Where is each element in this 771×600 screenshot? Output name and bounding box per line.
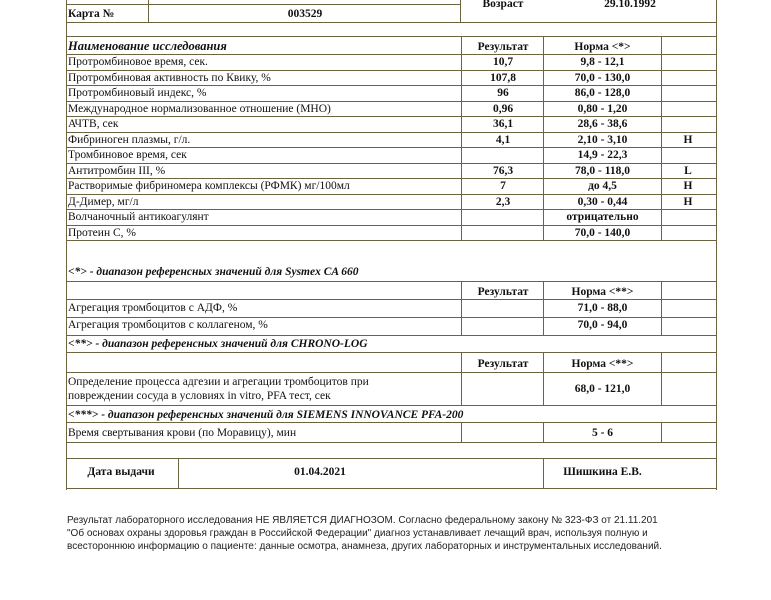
grid-line: [661, 352, 662, 405]
grid-line: [66, 36, 716, 37]
test-norm: 0,30 - 0,44: [577, 195, 628, 208]
test-name: Протромбиновое время, сек.: [68, 56, 208, 68]
age-value: 29.10.1992: [604, 0, 656, 10]
grid-line: [66, 4, 460, 5]
pfa-test-name-line2: повреждении сосуда в условиях in vitro, PFA тест, сек: [68, 390, 331, 402]
test-flag: H: [683, 133, 693, 146]
test-norm: 86,0 - 128,0: [574, 87, 631, 99]
age-label: Возраст: [482, 0, 524, 10]
card-number: 003529: [287, 8, 323, 20]
grid-line: [178, 458, 179, 488]
test-name: Протеин С, %: [68, 226, 136, 239]
grid-line: [66, 299, 716, 300]
test-name: АЧТВ, сек: [68, 118, 119, 130]
clotting-time-name: Время свертывания крови (по Моравицу), мин: [68, 427, 297, 439]
test-name: Фибриноген плазмы, г/л.: [68, 133, 191, 146]
test-flag: H: [683, 195, 693, 208]
issue-date-value: 01.04.2021: [294, 466, 346, 478]
test-flag: L: [684, 164, 692, 177]
card-label: Карта №: [68, 8, 115, 20]
grid-line: [66, 335, 716, 336]
test-result: 2,3: [495, 195, 511, 208]
grid-line: [543, 422, 544, 442]
footnote-chronolog: <**> - диапазон референсных значений для CHRONO-LOG: [68, 338, 368, 350]
test-norm: 70,0 - 130,0: [574, 71, 631, 84]
test-result: 0,96: [492, 102, 514, 115]
grid-line: [661, 422, 662, 442]
test-name: Антитромбин III, %: [68, 164, 166, 177]
grid-line: [66, 240, 716, 241]
grid-line: [66, 442, 716, 443]
grid-line: [66, 22, 716, 23]
grid-line: [66, 405, 716, 406]
grid-line: [148, 0, 149, 22]
grid-line: [66, 488, 716, 489]
test-result: 7: [500, 180, 506, 192]
column-header-test-name: Наименование исследования: [68, 39, 227, 53]
test-norm: 9,8 - 12,1: [580, 56, 625, 68]
issue-date-label: Дата выдачи: [87, 466, 155, 478]
test-result: 76,3: [492, 164, 514, 177]
pfa-test-name-line1: Определение процесса адгезии и агрегации тромбоцитов при: [68, 376, 369, 388]
test-result: 4,1: [495, 133, 511, 146]
test-name: Волчаночный антикоагулянт: [68, 211, 209, 223]
section3-header-result: Результат: [477, 358, 529, 370]
test-name: Д-Димер, мг/л: [68, 195, 139, 208]
test-norm: 70,0 - 140,0: [574, 226, 631, 239]
grid-line: [543, 36, 544, 241]
column-header-result: Результат: [477, 41, 529, 53]
section2-header-result: Результат: [477, 286, 529, 298]
grid-line: [460, 0, 461, 22]
test-norm: отрицательно: [566, 211, 639, 223]
grid-line: [66, 352, 716, 353]
section2-header-norm: Норма <**>: [571, 286, 634, 298]
test-result: 10,7: [492, 56, 514, 68]
test-name: Растворимые фибриномера комплексы (РФМК) мг/100мл: [68, 180, 350, 192]
grid-line: [66, 458, 716, 459]
test-norm: 28,6 - 38,6: [577, 118, 628, 130]
pfa-test-norm: 68,0 - 121,0: [574, 383, 631, 395]
test-name: Международное нормализованное отношение (МНО): [68, 102, 331, 115]
footnote-sysmex: <*> - диапазон референсных значений для Sysmex CA 660: [68, 266, 359, 278]
grid-line: [66, 281, 716, 282]
test-result: 107,8: [490, 71, 516, 84]
grid-line: [661, 281, 662, 335]
disclaimer-line-3: всестороннюю информацию о пациенте: данные осмотра, анамнеза, других лабораторных и инструментальных исследований.: [67, 541, 662, 552]
grid-line: [543, 458, 544, 488]
test-norm: 14,9 - 22,3: [577, 149, 628, 161]
test-result: 96: [497, 87, 509, 99]
test-name: Протромбиновая активность по Квику, %: [68, 71, 271, 84]
grid-line: [543, 352, 544, 405]
test-flag: H: [683, 180, 693, 192]
grid-line: [716, 0, 717, 490]
test-name: Протромбиновый индекс, %: [68, 87, 207, 99]
test-result: 36,1: [492, 118, 514, 130]
column-header-norm: Норма <*>: [574, 41, 631, 53]
aggregation-norm: 70,0 - 94,0: [577, 319, 628, 331]
section3-header-norm: Норма <**>: [571, 358, 634, 370]
grid-line: [66, 372, 716, 373]
test-norm: 78,0 - 118,0: [575, 164, 630, 177]
grid-line: [66, 422, 716, 423]
test-norm: 0,80 - 1,20: [577, 102, 628, 115]
aggregation-name: Агрегация тромбоцитов с АДФ, %: [68, 302, 238, 314]
aggregation-name: Агрегация тромбоцитов с коллагеном, %: [68, 319, 268, 331]
footnote-siemens: <***> - диапазон референсных значений для SIEMENS INNOVANCE PFA-200: [68, 409, 464, 421]
test-name: Тромбиновое время, сек: [68, 149, 187, 161]
clotting-time-norm: 5 - 6: [591, 427, 614, 439]
doctor-name: Шишкина Е.В.: [563, 466, 642, 478]
test-norm: 2,10 - 3,10: [577, 133, 628, 146]
grid-line: [543, 281, 544, 335]
disclaimer-line-2: "Об основах охраны здоровья граждан в Российской Федерации" диагноз устанавливает лечащий врач, используя полную и: [67, 528, 648, 539]
grid-line: [661, 36, 662, 241]
aggregation-norm: 71,0 - 88,0: [577, 302, 628, 314]
disclaimer-line-1: Результат лабораторного исследования НЕ ЯВЛЯЕТСЯ ДИАГНОЗОМ. Согласно федеральному закону № 323-ФЗ от 21.11.201: [67, 515, 658, 526]
test-norm: до 4,5: [588, 180, 617, 192]
